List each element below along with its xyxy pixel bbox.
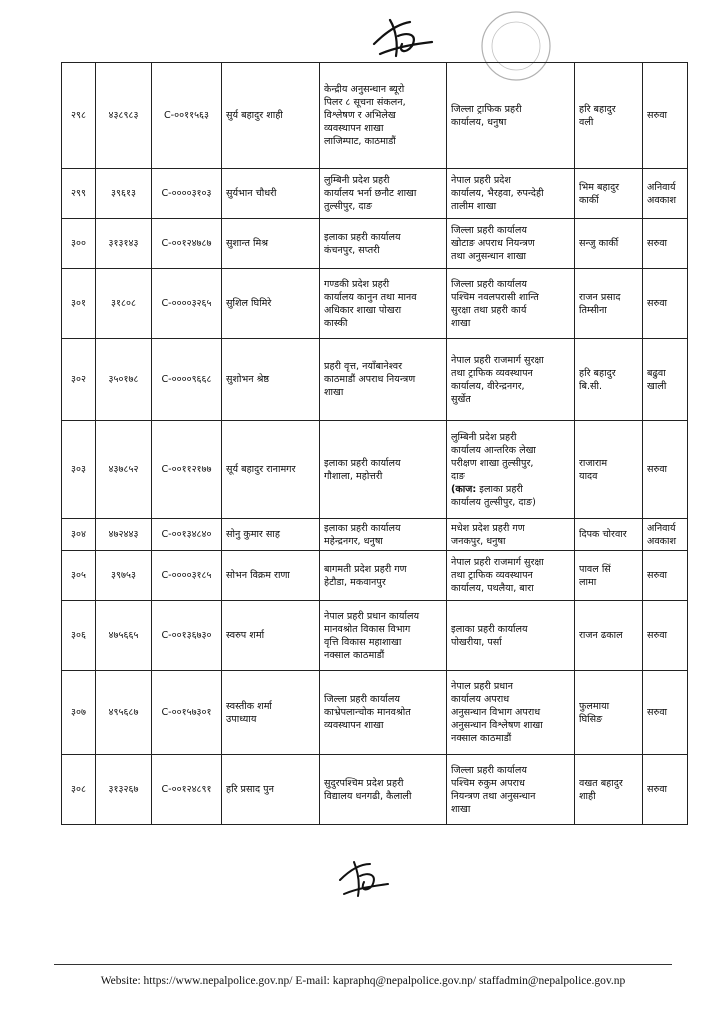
cell-new-office bbox=[447, 601, 575, 671]
cell-police-id-text: ३९६१३ bbox=[111, 188, 136, 199]
cell-officer bbox=[575, 519, 643, 551]
cell-code bbox=[152, 169, 222, 219]
cell-current-office-text: बागमती प्रदेश प्रहरी गण हेटौडा, मकवानपुर bbox=[324, 563, 407, 588]
table-row bbox=[62, 601, 688, 671]
cell-code-text: C-००१३६७३० bbox=[161, 630, 212, 641]
cell-code bbox=[152, 755, 222, 825]
cell-officer bbox=[575, 169, 643, 219]
cell-serial-text: ३०६ bbox=[71, 630, 86, 641]
cell-serial bbox=[62, 519, 96, 551]
cell-serial-text: ३०१ bbox=[71, 298, 86, 309]
cell-name-text: सोभन विक्रम राणा bbox=[226, 570, 290, 581]
cell-serial-text: ३०० bbox=[71, 238, 86, 249]
cell-code bbox=[152, 219, 222, 269]
cell-code-text: C-००१३४८४० bbox=[161, 529, 212, 540]
cell-officer-text: वखत बहादुर शाही bbox=[579, 777, 623, 802]
cell-officer-text: फुलमाया घिसिङ bbox=[579, 700, 610, 725]
cell-police-id-text: ३१३१४३ bbox=[108, 238, 139, 249]
cell-police-id bbox=[96, 63, 152, 169]
cell-name bbox=[222, 169, 320, 219]
cell-current-office bbox=[320, 219, 447, 269]
table-row bbox=[62, 169, 688, 219]
cell-name-text: सुशिल घिमिरे bbox=[226, 298, 272, 309]
cell-code-text: C-००००३१८५ bbox=[161, 570, 212, 581]
cell-serial bbox=[62, 269, 96, 339]
cell-remark-text: सरुवा bbox=[647, 630, 668, 641]
cell-current-office-text: इलाका प्रहरी कार्यालय कंचनपुर, सप्तरी bbox=[324, 231, 401, 256]
cell-code bbox=[152, 269, 222, 339]
cell-name-text: स्वस्तीक शर्मा उपाध्याय bbox=[226, 700, 272, 725]
table-body bbox=[62, 63, 688, 825]
cell-name bbox=[222, 63, 320, 169]
cell-name bbox=[222, 339, 320, 421]
table-row bbox=[62, 551, 688, 601]
cell-police-id-text: ४३७८५२ bbox=[108, 464, 139, 475]
cell-serial-text: २९८ bbox=[71, 110, 86, 121]
cell-officer bbox=[575, 601, 643, 671]
cell-serial-text: ३०५ bbox=[71, 570, 86, 581]
footer-contact: Website: https://www.nepalpolice.gov.np/ E-mail: kapraphq@nepalpolice.gov.np/ staffadmin@nepalpolice.gov.np bbox=[100, 975, 626, 987]
cell-remark-text: सरुवा bbox=[647, 110, 668, 121]
cell-serial-text: ३०३ bbox=[71, 464, 86, 475]
cell-new-office bbox=[447, 339, 575, 421]
cell-officer-text: राजन प्रसाद तिम्सीना bbox=[579, 291, 621, 316]
cell-code bbox=[152, 339, 222, 421]
cell-new-office bbox=[447, 755, 575, 825]
cell-new-office-text: जिल्ला प्रहरी कार्यालय पश्चिम रुकुम अपराध नियन्त्रण तथा अनुसन्धान शाखा bbox=[451, 764, 536, 815]
cell-remark-text: सरुवा bbox=[647, 570, 668, 581]
cell-serial bbox=[62, 421, 96, 519]
cell-current-office bbox=[320, 755, 447, 825]
cell-serial bbox=[62, 169, 96, 219]
cell-police-id-text: ४३८९८३ bbox=[108, 110, 139, 121]
cell-name-text: सोनु कुमार साह bbox=[226, 529, 280, 540]
cell-police-id bbox=[96, 551, 152, 601]
deputation-office: इलाका प्रहरी कार्यालय तुल्सीपुर, दाङ) bbox=[451, 483, 536, 508]
cell-current-office bbox=[320, 601, 447, 671]
cell-serial-text: ३०७ bbox=[71, 707, 86, 718]
cell-name bbox=[222, 421, 320, 519]
cell-remark bbox=[643, 519, 688, 551]
cell-code-text: C-००१२४७८७ bbox=[161, 238, 212, 249]
cell-officer bbox=[575, 755, 643, 825]
cell-code-text: C-००११२१७७ bbox=[161, 464, 212, 475]
cell-police-id bbox=[96, 219, 152, 269]
cell-serial-text: ३०४ bbox=[71, 529, 86, 540]
cell-name bbox=[222, 601, 320, 671]
cell-new-office-text: नेपाल प्रहरी राजमार्ग सुरक्षा तथा ट्राफिक व्यवस्थापन कार्यालय, वीरेन्द्रनगर, सुर्खेत bbox=[451, 354, 544, 405]
cell-code bbox=[152, 421, 222, 519]
cell-current-office-text: जिल्ला प्रहरी कार्यालय काभ्रेपलान्चोक मानवश्रोत व्यवस्थापन शाखा bbox=[324, 694, 411, 731]
cell-new-office bbox=[447, 269, 575, 339]
cell-code bbox=[152, 601, 222, 671]
cell-serial bbox=[62, 339, 96, 421]
cell-remark bbox=[643, 755, 688, 825]
cell-remark bbox=[643, 421, 688, 519]
cell-police-id bbox=[96, 339, 152, 421]
cell-officer-text: राजन ढकाल bbox=[579, 630, 623, 641]
cell-new-office-text: नेपाल प्रहरी प्रधान कार्यालय अपराध अनुसन्धान विभाग अपराध अनुसन्धान विश्लेषण शाखा नक्साल काठमाडौं bbox=[451, 681, 543, 744]
cell-name bbox=[222, 551, 320, 601]
cell-new-office bbox=[447, 169, 575, 219]
cell-name-text: सूर्य बहादुर रानामगर bbox=[226, 464, 296, 475]
signature-bottom bbox=[336, 858, 392, 902]
cell-name-text: सुशोभन श्रेष्ठ bbox=[226, 374, 270, 385]
cell-police-id-text: ४९५६८७ bbox=[108, 707, 139, 718]
table-row bbox=[62, 269, 688, 339]
transfer-table-container bbox=[61, 62, 677, 825]
cell-police-id bbox=[96, 519, 152, 551]
cell-new-office-text: जिल्ला ट्राफिक प्रहरी कार्यालय, धनुषा bbox=[451, 103, 522, 128]
table-row bbox=[62, 755, 688, 825]
table-row bbox=[62, 63, 688, 169]
cell-officer bbox=[575, 551, 643, 601]
cell-code bbox=[152, 551, 222, 601]
cell-name-text: स्वरुप शर्मा bbox=[226, 630, 265, 641]
cell-name-text: सुर्य बहादुर शाही bbox=[226, 110, 283, 121]
cell-name bbox=[222, 269, 320, 339]
cell-current-office-text: सुदुरपश्चिम प्रदेश प्रहरी विद्यालय धनगढी, कैलाली bbox=[324, 777, 412, 802]
cell-serial bbox=[62, 755, 96, 825]
cell-remark bbox=[643, 601, 688, 671]
cell-officer bbox=[575, 421, 643, 519]
cell-officer bbox=[575, 671, 643, 755]
cell-code-text: C-००००३२६५ bbox=[161, 298, 212, 309]
cell-serial bbox=[62, 219, 96, 269]
cell-remark bbox=[643, 671, 688, 755]
cell-code-text: C-००१२४८९१ bbox=[161, 784, 212, 795]
cell-remark-text: सरुवा bbox=[647, 238, 668, 249]
cell-code bbox=[152, 671, 222, 755]
cell-officer-text: राजाराम यादव bbox=[579, 457, 608, 482]
cell-current-office bbox=[320, 269, 447, 339]
cell-remark bbox=[643, 339, 688, 421]
cell-officer-text: दिपक चोरवार bbox=[579, 529, 627, 540]
cell-current-office-text: लुम्बिनी प्रदेश प्रहरी कार्यालय भर्ना छनौट शाखा तुल्सीपुर, दाङ bbox=[324, 175, 417, 212]
cell-remark-text: अनिवार्य अवकाश bbox=[647, 181, 677, 206]
cell-serial-text: ३०२ bbox=[71, 374, 86, 385]
cell-new-office bbox=[447, 551, 575, 601]
cell-code bbox=[152, 63, 222, 169]
cell-remark bbox=[643, 169, 688, 219]
cell-current-office bbox=[320, 671, 447, 755]
cell-officer bbox=[575, 219, 643, 269]
cell-new-office-text: जिल्ला प्रहरी कार्यालय पश्चिम नवलपरासी शान्ति सुरक्षा तथा प्रहरी कार्य शाखा bbox=[451, 278, 539, 329]
table-row bbox=[62, 421, 688, 519]
cell-serial bbox=[62, 601, 96, 671]
cell-code-text: C-००११५६३ bbox=[163, 110, 210, 121]
cell-remark-text: सरुवा bbox=[647, 784, 668, 795]
cell-current-office-text: गण्डकी प्रदेश प्रहरी कार्यालय कानुन तथा मानव अधिकार शाखा पोखरा कास्की bbox=[324, 278, 417, 329]
cell-current-office-text: नेपाल प्रहरी प्रधान कार्यालय मानवश्रोत विकास विभाग वृत्ति विकास महाशाखा नक्साल काठमाडौं bbox=[324, 610, 420, 661]
cell-name-text: हरि प्रसाद पुन bbox=[226, 784, 274, 795]
cell-new-office bbox=[447, 219, 575, 269]
cell-serial bbox=[62, 671, 96, 755]
cell-current-office-text: इलाका प्रहरी कार्यालय महेन्द्रनगर, धनुषा bbox=[324, 522, 401, 547]
cell-code-text: C-००१५७३०१ bbox=[161, 707, 212, 718]
cell-serial-text: ३०८ bbox=[71, 784, 86, 795]
cell-current-office bbox=[320, 519, 447, 551]
cell-name-text: सुशान्त मिश्र bbox=[226, 238, 268, 249]
cell-police-id bbox=[96, 671, 152, 755]
cell-new-office bbox=[447, 63, 575, 169]
cell-current-office bbox=[320, 421, 447, 519]
cell-new-office-text: इलाका प्रहरी कार्यालय पोखरीया, पर्सा bbox=[451, 623, 528, 648]
cell-new-office-text: जिल्ला प्रहरी कार्यालय खोटाङ अपराध नियन्त्रण तथा अनुसन्धान शाखा bbox=[451, 225, 535, 262]
deputation-label: (काज: bbox=[451, 483, 477, 495]
cell-remark bbox=[643, 219, 688, 269]
cell-police-id-text: ३१८०८ bbox=[111, 298, 136, 309]
cell-police-id bbox=[96, 269, 152, 339]
table-row bbox=[62, 219, 688, 269]
cell-police-id bbox=[96, 421, 152, 519]
cell-current-office-text: इलाका प्रहरी कार्यालय गौशाला, महोत्तरी bbox=[324, 457, 401, 482]
cell-code-text: C-००००९६६८ bbox=[161, 374, 212, 385]
cell-new-office bbox=[447, 421, 575, 519]
cell-name bbox=[222, 671, 320, 755]
cell-current-office bbox=[320, 551, 447, 601]
cell-new-office bbox=[447, 519, 575, 551]
cell-remark-text: बढुवा खाली bbox=[647, 367, 667, 392]
cell-new-office bbox=[447, 671, 575, 755]
cell-remark-text: अनिवार्य अवकाश bbox=[647, 522, 677, 547]
cell-remark-text: सरुवा bbox=[647, 298, 668, 309]
cell-remark bbox=[643, 63, 688, 169]
cell-current-office-text: प्रहरी वृत्त, नयाँबानेश्वर काठमाडौं अपराध नियन्त्रण शाखा bbox=[324, 361, 416, 398]
transfer-table bbox=[61, 62, 688, 825]
cell-police-id bbox=[96, 755, 152, 825]
cell-name bbox=[222, 519, 320, 551]
cell-officer-text: भिम बहादुर कार्की bbox=[579, 181, 620, 206]
footer-divider bbox=[54, 964, 672, 965]
signature-top bbox=[368, 14, 438, 62]
table-row bbox=[62, 671, 688, 755]
cell-police-id bbox=[96, 601, 152, 671]
cell-serial bbox=[62, 63, 96, 169]
cell-new-office-text: मधेश प्रदेश प्रहरी गण जनकपुर, धनुषा bbox=[451, 522, 525, 547]
cell-officer bbox=[575, 339, 643, 421]
cell-officer-text: पावल सिं लामा bbox=[579, 563, 611, 588]
cell-police-id-text: ४७५६६५ bbox=[108, 630, 139, 641]
cell-name-text: सुर्यभान चौधरी bbox=[226, 188, 277, 199]
cell-remark-text: सरुवा bbox=[647, 464, 668, 475]
cell-name bbox=[222, 755, 320, 825]
cell-officer-text: हरि बहादुर बि.सी. bbox=[579, 367, 616, 392]
cell-police-id-text: ४७२४४३ bbox=[108, 529, 139, 540]
cell-current-office bbox=[320, 63, 447, 169]
cell-current-office bbox=[320, 169, 447, 219]
cell-remark bbox=[643, 551, 688, 601]
cell-new-office-text: नेपाल प्रहरी राजमार्ग सुरक्षा तथा ट्राफिक व्यवस्थापन कार्यालय, पथलैया, बारा bbox=[451, 557, 544, 594]
cell-new-office-text: लुम्बिनी प्रदेश प्रहरी कार्यालय आन्तरिक लेखा परीक्षण शाखा तुल्सीपुर, दाङ bbox=[451, 431, 536, 482]
cell-code-text: C-००००३१०३ bbox=[161, 188, 212, 199]
cell-current-office bbox=[320, 339, 447, 421]
cell-officer bbox=[575, 269, 643, 339]
cell-police-id-text: ३१३२६७ bbox=[108, 784, 139, 795]
cell-remark-text: सरुवा bbox=[647, 707, 668, 718]
table-row bbox=[62, 339, 688, 421]
cell-officer-text: सन्जु कार्की bbox=[579, 238, 619, 249]
cell-current-office-text: केन्द्रीय अनुसन्धान ब्यूरो पिलर ८ सूचना संकलन, विश्लेषण र अभिलेख व्यवस्थापन शाखा लाजिम्पाट, काठमाडौं bbox=[324, 84, 406, 147]
cell-police-id-text: ३९७५३ bbox=[111, 570, 136, 581]
cell-code bbox=[152, 519, 222, 551]
cell-remark bbox=[643, 269, 688, 339]
cell-officer-text: हरि बहादुर वली bbox=[579, 103, 616, 128]
cell-police-id-text: ३५०१७८ bbox=[108, 374, 139, 385]
cell-serial bbox=[62, 551, 96, 601]
table-row bbox=[62, 519, 688, 551]
cell-name bbox=[222, 219, 320, 269]
cell-serial-text: २९९ bbox=[71, 188, 86, 199]
cell-new-office-text: नेपाल प्रहरी प्रदेश कार्यालय, भैरहवा, रुपन्देही तालीम शाखा bbox=[451, 175, 544, 212]
cell-police-id bbox=[96, 169, 152, 219]
cell-officer bbox=[575, 63, 643, 169]
